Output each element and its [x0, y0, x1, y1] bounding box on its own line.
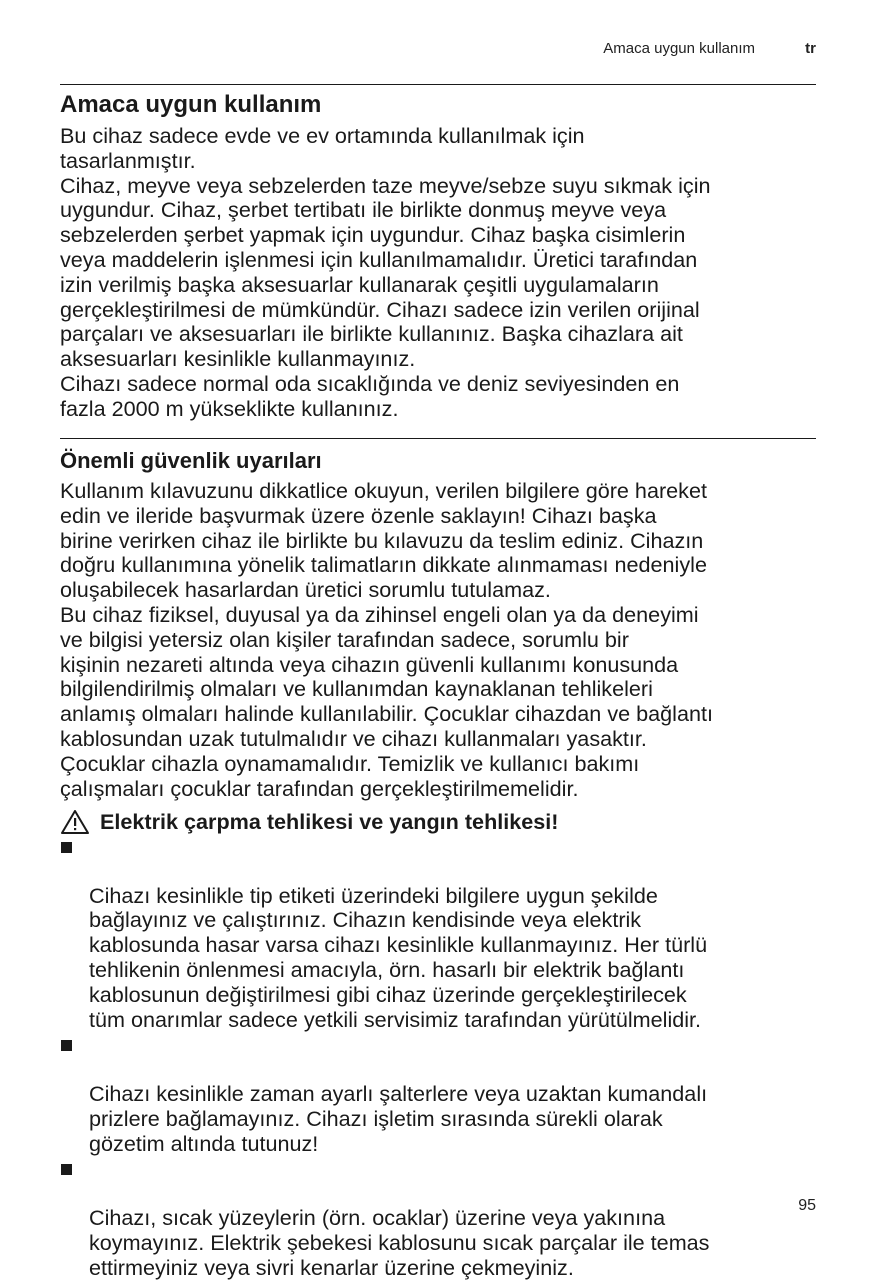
electric-shock-warning — [60, 808, 558, 836]
bullet-text: Cihazı kesinlikle tip etiketi üzerindeki bilgilere uygun şekilde bağlayınız ve çalıştırınız. Cihazın kendisinde veya elektrik kablosunda hasar varsa cihazı kesinlikle kullanmayınız. Her türlü tehlikenin önlenmesi amacıyla, örn. hasarlı bir elektrik bağlantı kablosunun değiştirilmesi gibi cihaz üzerinde gerçekleştirilecek tüm onarımlar sadece yetkili servisimiz tarafından yürütülmelidir. — [89, 882, 708, 1032]
bullet-text: Cihazı, sıcak yüzeylerin (örn. ocaklar) üzerine veya yakınına koymayınız. Elektrik şebekesi kablosunu sıcak parçalar ile temas ettirmeyiniz veya sivri kenarlar üzerine çekmeyiniz. — [89, 1204, 710, 1280]
page-number: 95 — [798, 1197, 816, 1214]
section-divider — [60, 84, 816, 85]
bullet-square-icon — [61, 1164, 72, 1175]
intended-use-text: Bu cihaz sadece evde ve ev ortamında kullanılmak için tasarlanmıştır. Cihaz, meyve veya sebzelerden taze meyve/sebze suyu sıkmak için uygundur. Cihaz, şerbet tertibatı ile birlikte donmuş meyve veya sebzelerden şerbet yapmak için uygundur. Cihaz başka cisimlerin veya maddelerin işlenmesi için kullanılmamalıdır. Üretici tarafından izin verilmiş başka aksesuarlar kullanarak çeşitli uygulamaların gerçekleştirilmesi de mümkündür. Cihazı sadece izin verilen orijinal parçaları ve aksesuarları ile birlikte kullanınız. Başka cihazlara ait aksesuarları kesinlikle kullanmayınız. Cihazı sadece normal oda sıcaklığında ve deniz seviyesinden en fazla 2000 m yükseklikte kullanınız. — [60, 123, 711, 421]
bullet-square-icon — [61, 842, 72, 853]
warning-title: Elektrik çarpma tehlikesi ve yangın tehlikesi! — [100, 809, 559, 834]
safety-text: Kullanım kılavuzunu dikkatlice okuyun, verilen bilgilere göre hareket edin ve ileride başvurmak üzere özenle saklayın! Cihazı başka birine verirken cihaz ile birlikte bu kılavuzu da teslim ediniz. Cihazın doğru kullanımına yönelik talimatların dikkate alınmaması nedeniyle oluşabilecek hasarlardan üretici sorumlu tutulamaz. Bu cihaz fiziksel, duyusal ya da zihinsel engeli olan ya da deneyimi ve bilgisi yetersiz olan kişiler tarafından sadece, sorumlu bir kişinin nezareti altında veya cihazın güvenli kullanımı konusunda bilgilendirilmiş olmaları ve kullanımdan kaynaklanan tehlikeleri anlamış olmaları halinde kullanılabilir. Çocuklar cihazdan ve bağlantı kablosundan uzak tutulmalıdır ve cihazı kullanmaları yasaktır. Çocuklar cihazla oynamamalıdır. Temizlik ve kullanıcı bakımı çalışmaları çocuklar tarafından gerçekleştirilmemelidir. — [60, 478, 713, 801]
list-item — [60, 1032, 820, 1156]
list-item — [60, 834, 820, 1032]
bullet-square-icon — [61, 1040, 72, 1051]
safety-bullet-list — [60, 834, 820, 1280]
safety-heading: Önemli güvenlik uyarıları — [60, 448, 322, 473]
section-divider — [60, 438, 816, 439]
header-section-title: Amaca uygun kullanım — [603, 40, 755, 57]
page-header — [60, 40, 816, 60]
warning-triangle-icon — [60, 809, 90, 835]
intended-use-heading: Amaca uygun kullanım — [60, 91, 322, 118]
list-item — [60, 1156, 820, 1280]
header-language: tr — [805, 40, 816, 57]
bullet-text: Cihazı kesinlikle zaman ayarlı şalterlere veya uzaktan kumandalı prizlere bağlamayınız. Cihazı işletim sırasında sürekli olarak gözetim altında tutunuz! — [89, 1080, 708, 1156]
